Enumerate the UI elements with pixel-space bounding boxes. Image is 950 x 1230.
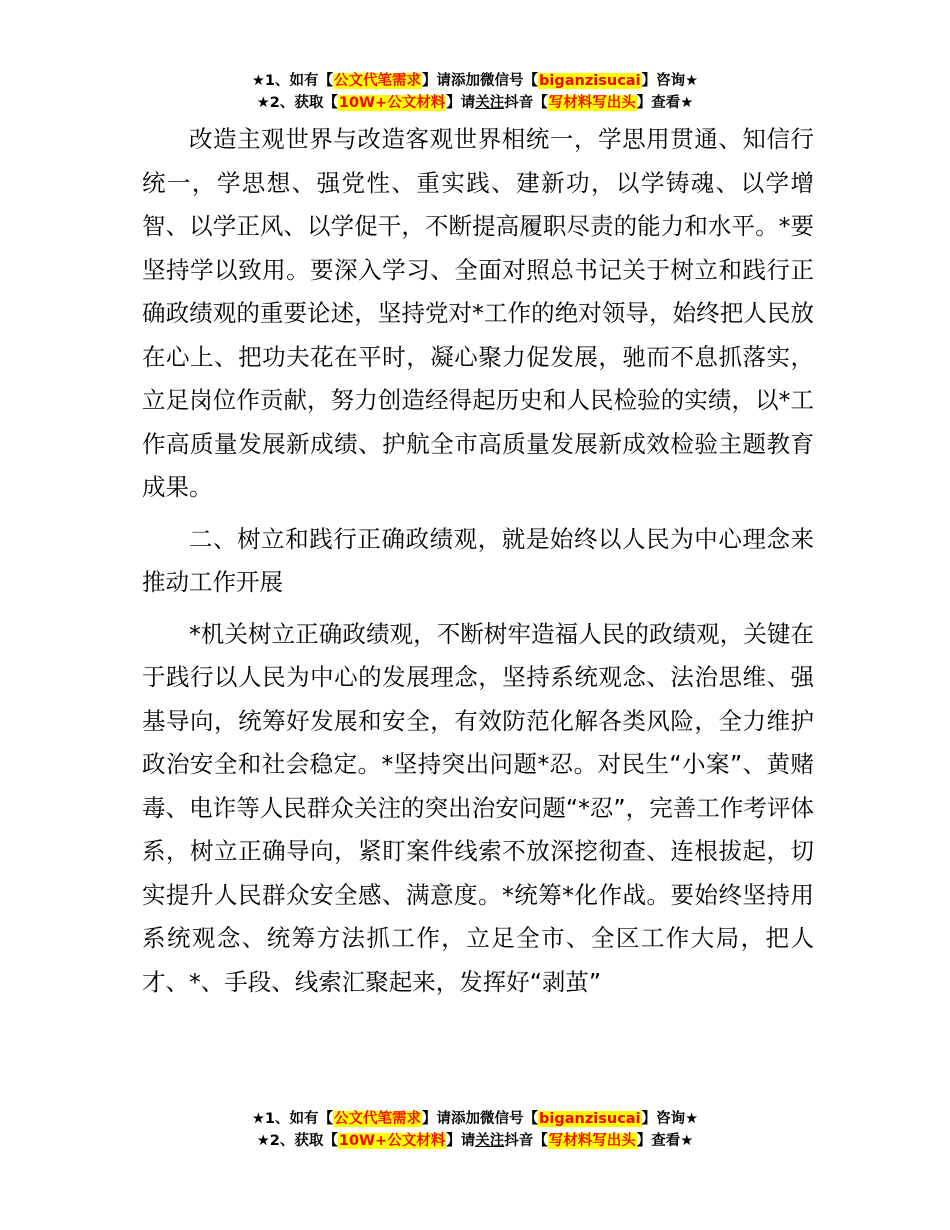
banner-line-1: ★1、如有【公文代笔需求】请添加微信号【biganzisucai】咨询★ — [251, 73, 699, 89]
highlight-douyin: 写材料写出头 — [548, 95, 636, 111]
highlight-douyin: 写材料写出头 — [548, 1133, 636, 1149]
paragraph-3: *机关树立正确政绩观，不断树牢造福人民的政绩观，关键在于践行以人民为中心的发展理念，坚持系统观念、法治思维、强基导向，统筹好发展和安全，有效防范化解各类风险，全力维护政治安全和社会稳定。*坚持突出问题*忍。对民生“小案”、黄赌毒、电诈等人民群众关注的突出治安问题“*忍”，完善工作考评体系，树立正确导向，紧盯案件线索不放深挖彻查、连根拔起，切实提升人民群众安全感、满意度。*统筹*化作战。要始终坚持用系统观念、统筹方法抓工作，立足全市、全区工作大局，把人才、*、手段、线索汇聚起来，发挥好“剥茧” — [142, 619, 814, 996]
document-body — [142, 118, 814, 1004]
section-heading-2: 二、树立和践行正确政绩观，就是始终以人民为中心理念来推动工作开展 — [142, 524, 814, 596]
highlight-service: 公文代笔需求 — [334, 1111, 422, 1127]
paragraph-1: 改造主观世界与改造客观世界相统一，学思用贯通、知信行统一，学思想、强党性、重实践、建新功，以学铸魂、以学增智、以学正风、以学促干，不断提高履职尽责的能力和水平。*要坚持学以致用。要深入学习、全面对照总书记关于树立和践行正确政绩观的重要论述，坚持党对*工作的绝对领导，始终把人民放在心上、把功夫花在平时，凝心聚力促发展，驰而不息抓落实，立足岗位作贡献，努力创造经得起历史和人民检验的实绩，以*工作高质量发展新成绩、护航全市高质量发展新成效检验主题教育成果。 — [142, 125, 814, 501]
highlight-materials: 10W+公文材料 — [338, 1133, 446, 1149]
banner-line-2: ★2、获取【10W+公文材料】请关注抖音【写材料写出头】查看★ — [256, 1133, 694, 1149]
highlight-wechat-id: biganzisucai — [539, 1111, 641, 1127]
banner-line-1: ★1、如有【公文代笔需求】请添加微信号【biganzisucai】咨询★ — [251, 1111, 699, 1127]
highlight-materials: 10W+公文材料 — [338, 95, 446, 111]
highlight-service: 公文代笔需求 — [334, 73, 422, 89]
highlight-wechat-id: biganzisucai — [539, 73, 641, 89]
header-banner — [0, 70, 950, 114]
footer-banner — [0, 1108, 950, 1152]
banner-line-2: ★2、获取【10W+公文材料】请关注抖音【写材料写出头】查看★ — [256, 95, 694, 111]
